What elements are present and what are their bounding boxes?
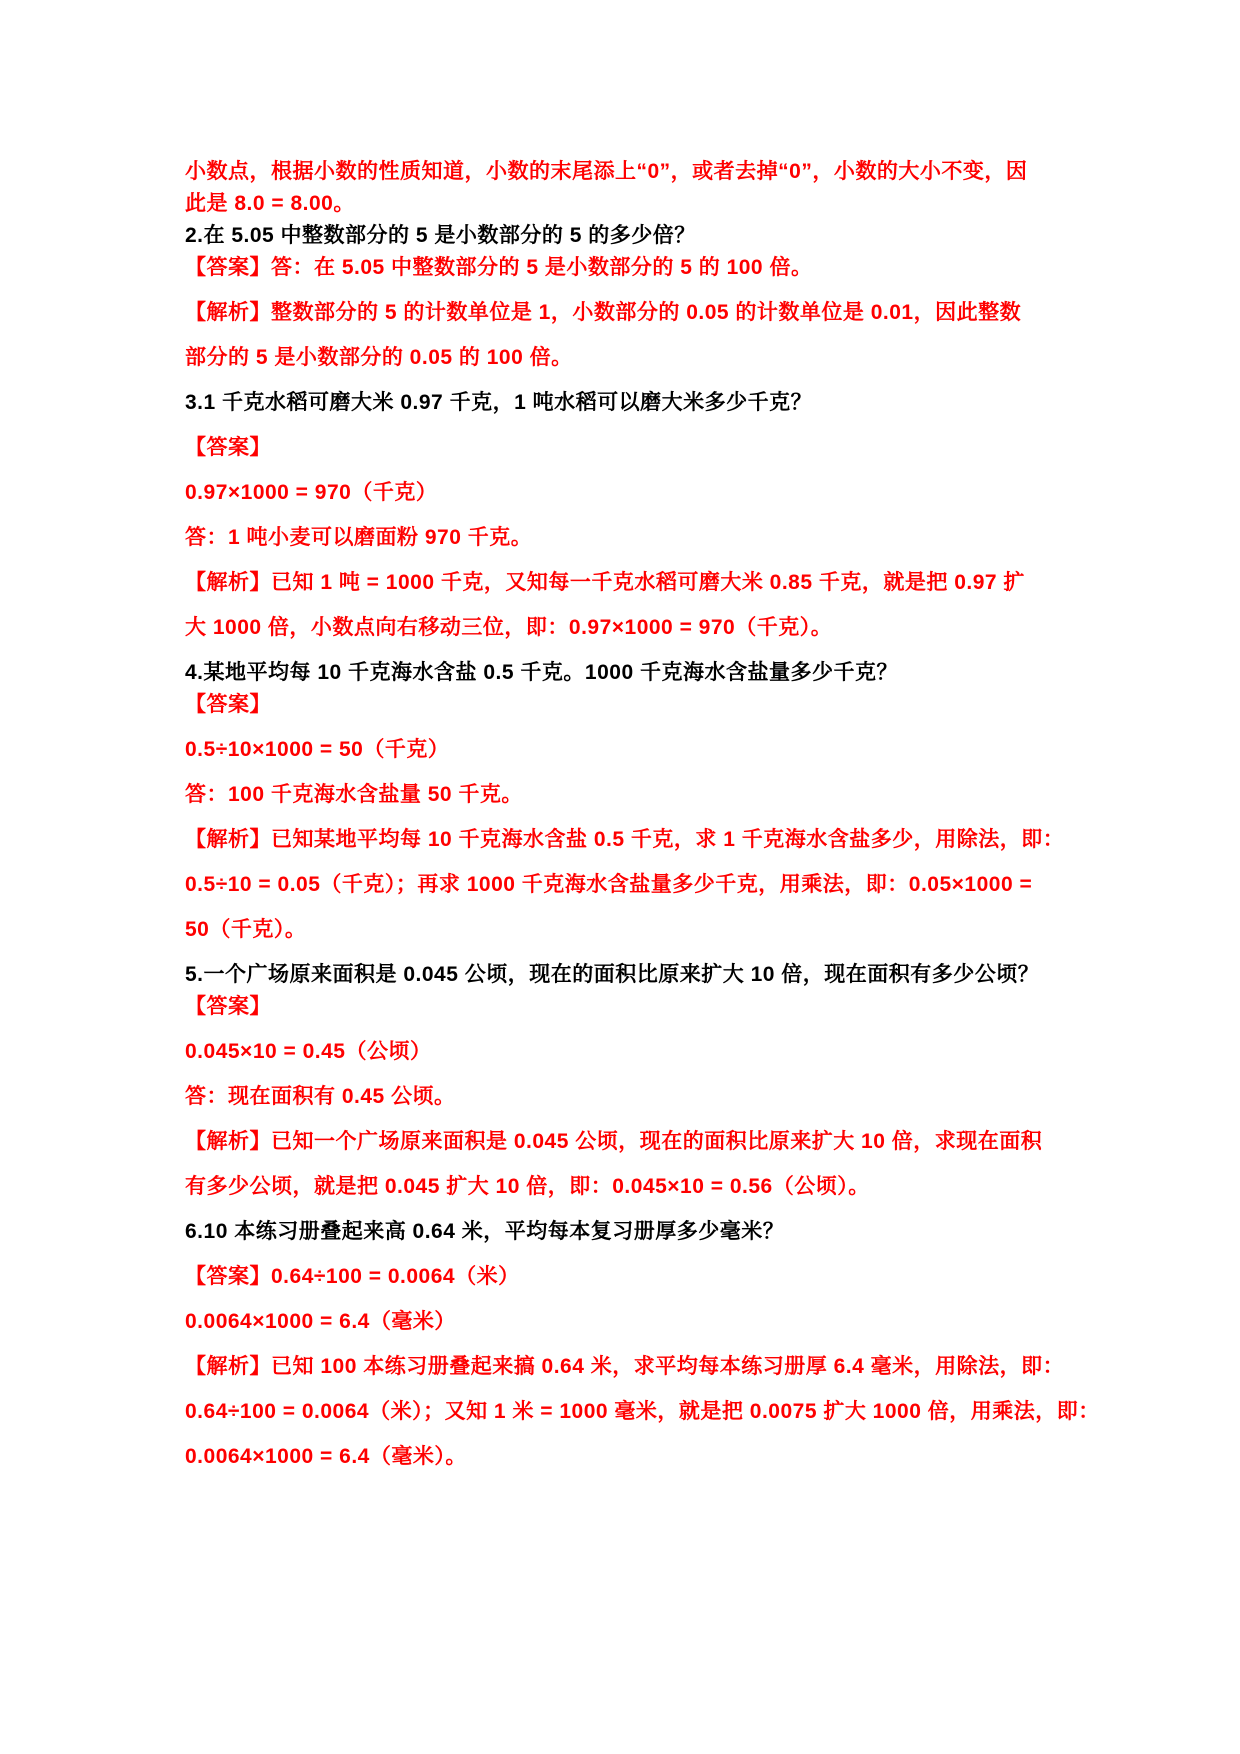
text-line: 0.5÷10 = 0.05（千克）；再求 1000 千克海水含盐量多少千克，用乘法，即：0.05×1000 = (185, 873, 1033, 896)
text-line: 0.5÷10×1000 = 50（千克） (185, 738, 450, 761)
text-line: 5.一个广场原来面积是 0.045 公顷，现在的面积比原来扩大 10 倍，现在面积有多少公顷？ (185, 963, 1040, 986)
text-line: 部分的 5 是小数部分的 0.05 的 100 倍。 (185, 346, 573, 369)
text-line: 0.64÷100 = 0.0064（米）；又知 1 米 = 1000 毫米，就是把 0.0075 扩大 1000 倍，用乘法，即： (185, 1400, 1100, 1423)
text-line: 0.0064×1000 = 6.4（毫米）。 (185, 1445, 467, 1468)
text-line: 【解析】整数部分的 5 的计数单位是 1，小数部分的 0.05 的计数单位是 0.01，因此整数 (185, 301, 1022, 324)
text-line: 【答案】 (185, 436, 271, 459)
text-line: 【答案】 (185, 693, 271, 716)
text-line: 0.97×1000 = 970（千克） (185, 481, 438, 504)
document-page (185, 160, 1100, 1469)
text-line: 2.在 5.05 中整数部分的 5 是小数部分的 5 的多少倍？ (185, 224, 696, 247)
text-line: 【解析】已知某地平均每 10 千克海水含盐 0.5 千克，求 1 千克海水含盐多少，用除法，即： (185, 828, 1065, 851)
text-line: 【解析】已知一个广场原来面积是 0.045 公顷，现在的面积比原来扩大 10 倍，求现在面积 (185, 1130, 1043, 1153)
text-line: 大 1000 倍，小数点向右移动三位，即：0.97×1000 = 970（千克）。 (185, 616, 833, 639)
text-line: 0.045×10 = 0.45（公顷） (185, 1040, 432, 1063)
text-line: 【解析】已知 100 本练习册叠起来搞 0.64 米，求平均每本练习册厚 6.4 毫米，用除法，即： (185, 1355, 1065, 1378)
text-line: 【答案】答：在 5.05 中整数部分的 5 是小数部分的 5 的 100 倍。 (185, 256, 813, 279)
text-line: 50（千克）。 (185, 918, 307, 941)
text-line: 4.某地平均每 10 千克海水含盐 0.5 千克。1000 千克海水含盐量多少千克？ (185, 661, 898, 684)
text-line: 【解析】已知 1 吨 = 1000 千克，又知每一千克水稻可磨大米 0.85 千克，就是把 0.97 扩 (185, 571, 1025, 594)
text-line: 【答案】0.64÷100 = 0.0064（米） (185, 1265, 520, 1288)
text-line: 答：现在面积有 0.45 公顷。 (185, 1085, 456, 1108)
text-line: 【答案】 (185, 995, 271, 1018)
document-body (185, 160, 1100, 1469)
text-line: 0.0064×1000 = 6.4（毫米） (185, 1310, 456, 1333)
text-line: 答：100 千克海水含盐量 50 千克。 (185, 783, 523, 806)
text-line: 此是 8.0 = 8.00。 (185, 192, 355, 215)
text-line: 有多少公顷，就是把 0.045 扩大 10 倍，即：0.045×10 = 0.56（公顷）。 (185, 1175, 870, 1198)
text-line: 答：1 吨小麦可以磨面粉 970 千克。 (185, 526, 533, 549)
text-line: 3.1 千克水稻可磨大米 0.97 千克，1 吨水稻可以磨大米多少千克？ (185, 391, 813, 414)
text-line: 小数点，根据小数的性质知道，小数的末尾添上“0”，或者去掉“0”，小数的大小不变，因 (185, 160, 1028, 183)
text-line: 6.10 本练习册叠起来高 0.64 米，平均每本复习册厚多少毫米？ (185, 1220, 785, 1243)
